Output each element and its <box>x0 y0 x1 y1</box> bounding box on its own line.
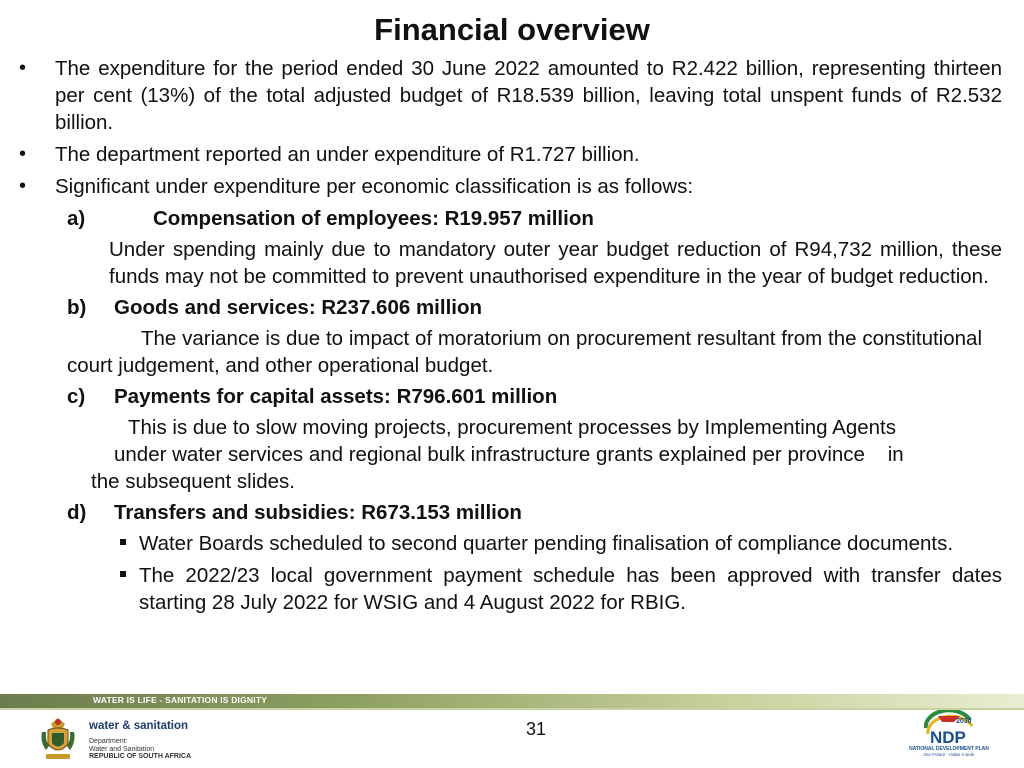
item-b-text: The variance is due to impact of moratorium on procurement resultant from the constitutional court judgement, and other operational budget. <box>67 327 982 377</box>
slide-content <box>0 55 1024 621</box>
ndp-emblem-icon <box>908 710 990 746</box>
item-a-letter: a) <box>67 207 86 230</box>
bullet-classification: • Significant under expenditure per economic classification is as follows: <box>55 173 1002 200</box>
bullet-under-expenditure: • The department reported an under expenditure of R1.727 billion. <box>55 141 1002 168</box>
item-c-line-1: This is due to slow moving projects, procurement processes by Implementing Agents <box>128 416 896 439</box>
item-a-heading <box>67 205 1024 232</box>
item-c-heading <box>67 383 1024 410</box>
item-a-title: Compensation of employees: R19.957 million <box>153 207 594 230</box>
item-c-letter: c) <box>67 385 86 408</box>
bullet-expenditure: • The expenditure for the period ended 30 June 2022 amounted to R2.422 billion, representing thirteen per cent (13%) of the total adjusted budget of R18.539 billion, leaving total unspent funds of R2.532 billion. <box>55 55 1002 136</box>
item-c-title: Payments for capital assets: R796.601 million <box>114 385 558 408</box>
item-d-letter: d) <box>67 501 87 524</box>
item-b-letter: b) <box>67 296 87 319</box>
footer-banner-text: WATER IS LIFE - SANITATION IS DIGNITY <box>93 695 268 705</box>
item-d-sub-payment-schedule: The 2022/23 local government payment schedule has been approved with transfer dates starting 28 July 2022 for WSIG and 4 August 2022 for RBIG. <box>139 564 1002 614</box>
coat-of-arms-icon <box>38 716 78 762</box>
department-logo <box>87 720 227 764</box>
department-title: Water and Sanitation <box>89 745 155 753</box>
item-c-text <box>91 414 1002 495</box>
ndp-logo <box>908 710 990 764</box>
ndp-year: 2030 <box>956 718 972 725</box>
item-d-heading <box>67 499 1024 526</box>
footer-banner <box>0 694 1024 708</box>
ndp-tagline: Our Future - make it work <box>923 752 975 757</box>
item-d-sub-water-boards: Water Boards scheduled to second quarter pending finalisation of compliance documents. <box>139 530 1002 557</box>
footer-divider <box>0 708 1024 710</box>
item-c-line-2: under water services and regional bulk infrastructure grants explained per province in <box>114 443 904 466</box>
item-b-title: Goods and services: R237.606 million <box>114 296 483 319</box>
department-label: Department: <box>89 738 128 745</box>
ndp-caption: NATIONAL DEVELOPMENT PLAN <box>909 746 989 752</box>
item-c-line-3: the subsequent slides. <box>91 470 295 493</box>
item-d-title: Transfers and subsidies: R673.153 million <box>114 501 522 524</box>
item-b-heading <box>67 294 1024 321</box>
department-country: REPUBLIC OF SOUTH AFRICA <box>89 753 192 760</box>
slide-title: Financial overview <box>374 12 650 47</box>
ndp-text: NDP <box>930 728 966 746</box>
department-details <box>89 738 191 761</box>
item-a-text: Under spending mainly due to mandatory outer year budget reduction of R94,732 million, these funds may not be committed to prevent unauthorised expenditure in the year of budget reduction. <box>109 238 1002 288</box>
page-number: 31 <box>525 719 547 739</box>
department-name: water & sanitation <box>89 720 189 732</box>
